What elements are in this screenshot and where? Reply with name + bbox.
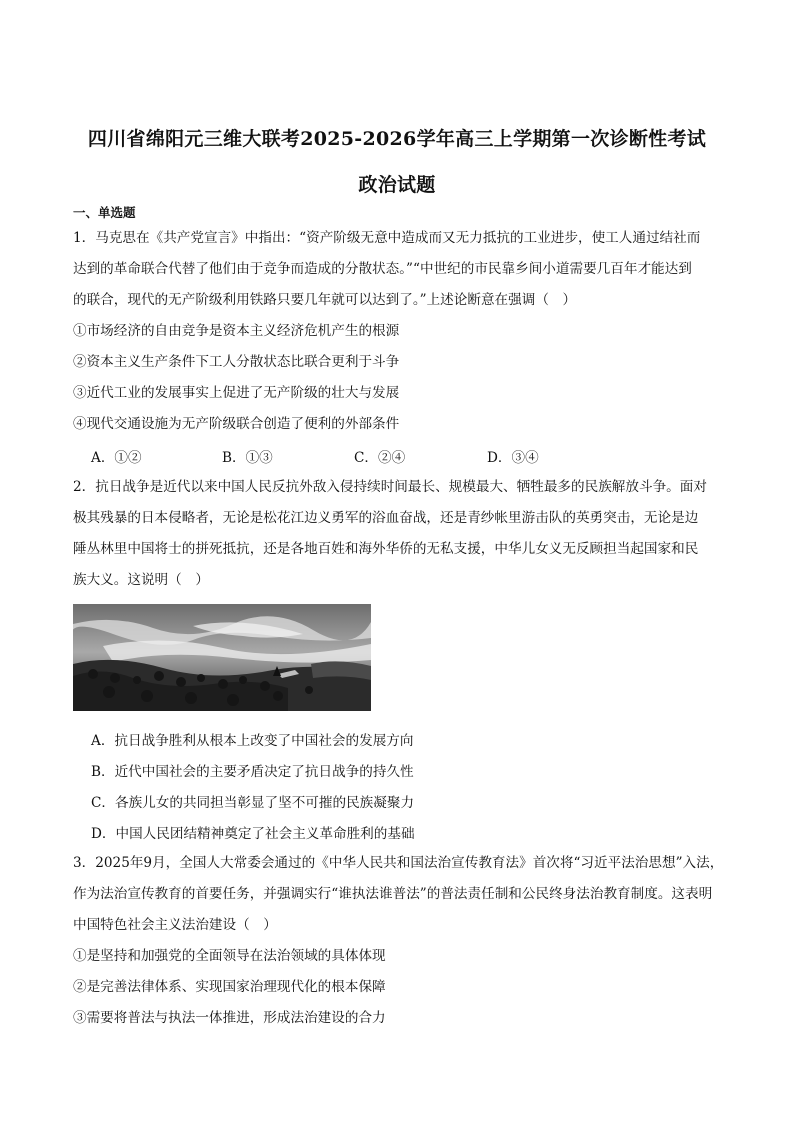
q1-statement-4: ④现代交通设施为无产阶级联合创造了便利的外部条件 [73, 416, 400, 432]
section-heading: 一、单选题 [73, 205, 136, 220]
q1-option-c: C．②④ [354, 450, 406, 466]
q2-stem-line-4: 族大义。这说明（ ） [73, 572, 209, 588]
q3-stem-line-2: 作为法治宣传教育的首要任务，并强调实行“谁执法谁普法”的普法责任制和公民终身法治教育制度。这表明 [73, 886, 713, 902]
q3-stem-line-3: 中国特色社会主义法治建设（ ） [73, 917, 277, 933]
q2-option-b: B．近代中国社会的主要矛盾决定了抗日战争的持久性 [91, 764, 414, 780]
q1-stem-line-1: 1．马克思在《共产党宣言》中指出：“资产阶级无意中造成而又无力抵抗的工业进步，使工人通过结社而 [73, 230, 701, 246]
q1-option-d: D．③④ [487, 450, 539, 466]
q2-option-c: C．各族儿女的共同担当彰显了坚不可摧的民族凝聚力 [91, 795, 415, 811]
q3-statement-2: ②是完善法律体系、实现国家治理现代化的根本保障 [73, 979, 386, 995]
q3-stem-line-1: 3．2025年9月，全国人大常委会通过的《中华人民共和国法治宣传教育法》首次将“习近平法治思想”入法， [73, 855, 724, 871]
q1-stem-line-2: 达到的革命联合代替了他们由于竞争而造成的分散状态。”“中世纪的市民靠乡间小道需要几百年才能达到 [73, 261, 692, 277]
q2-option-a: A．抗日战争胜利从根本上改变了中国社会的发展方向 [91, 733, 414, 749]
q3-statement-3: ③需要将普法与执法一体推进，形成法治建设的合力 [73, 1010, 386, 1026]
exam-subject-title: 政治试题 [358, 174, 436, 196]
q3-statement-1: ①是坚持和加强党的全面领导在法治领域的具体体现 [73, 948, 386, 964]
q2-option-d: D．中国人民团结精神奠定了社会主义革命胜利的基础 [91, 826, 415, 842]
exam-title: 四川省绵阳元三维大联考2025-2026学年高三上学期第一次诊断性考试 [87, 128, 707, 150]
q1-statement-1: ①市场经济的自由竞争是资本主义经济危机产生的根源 [73, 323, 400, 339]
q1-statement-3: ③近代工业的发展事实上促进了无产阶级的壮大与发展 [73, 385, 400, 401]
battle-painting-image [73, 604, 371, 711]
q1-statement-2: ②资本主义生产条件下工人分散状态比联合更利于斗争 [73, 354, 400, 370]
q1-stem-line-3: 的联合，现代的无产阶级利用铁路只要几年就可以达到了。”上述论断意在强调（ ） [73, 292, 577, 308]
q1-option-a: A．①② [91, 450, 142, 466]
q2-stem-line-1: 2．抗日战争是近代以来中国人民反抗外敌入侵持续时间最长、规模最大、牺牲最多的民族解放斗争。面对 [73, 479, 707, 495]
q2-stem-line-3: 陲丛林里中国将士的拼死抵抗，还是各地百姓和海外华侨的无私支援，中华儿女义无反顾担当起国家和民 [73, 541, 699, 557]
q1-option-b: B．①③ [222, 450, 273, 466]
q2-stem-line-2: 极其残暴的日本侵略者，无论是松花江边义勇军的浴血奋战，还是青纱帐里游击队的英勇突击，无论是边 [73, 510, 699, 526]
